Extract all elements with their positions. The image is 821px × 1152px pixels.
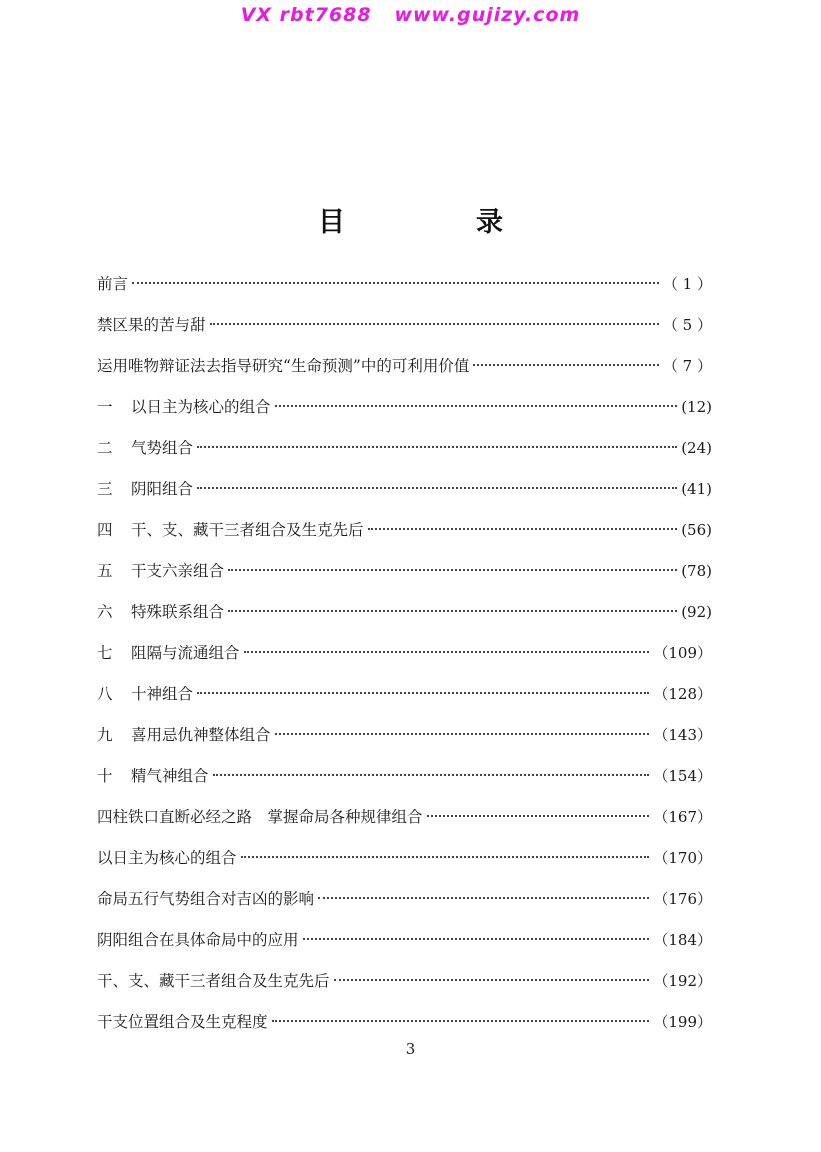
toc-entry-page: (78)	[681, 562, 712, 580]
toc-chapter-number: 三	[97, 480, 113, 498]
toc-leader-dots	[318, 897, 649, 899]
toc-entry-title: 气势组合	[131, 439, 194, 457]
watermark-text: VX rbt7688 www.gujizy.com	[240, 4, 581, 26]
page-title: 目 录	[318, 207, 555, 238]
toc-entry-page: （184）	[653, 931, 712, 949]
toc-leader-dots	[334, 979, 650, 981]
toc-entry-title: 干、支、藏干三者组合及生克先后	[131, 521, 364, 539]
toc-entry[interactable]	[97, 475, 712, 516]
toc-entry-title: 阴阳组合在具体命局中的应用	[97, 931, 299, 949]
toc-entry-page: （176）	[653, 890, 712, 908]
toc-leader-dots	[197, 487, 677, 489]
toc-entry-title: 喜用忌仇神整体组合	[131, 726, 271, 744]
toc-leader-dots	[197, 446, 677, 448]
toc-leader-dots	[197, 692, 649, 694]
toc-entry-title: 十神组合	[131, 685, 194, 703]
toc-entry-title: 干支六亲组合	[131, 562, 225, 580]
toc-entry-title: 前言	[97, 275, 129, 293]
toc-leader-dots	[275, 405, 678, 407]
toc-entry[interactable]	[97, 598, 712, 639]
toc-entry-page: （128）	[653, 685, 712, 703]
toc-entry-page: （199）	[653, 1013, 712, 1031]
toc-entry[interactable]	[97, 885, 712, 926]
toc-chapter-number: 七	[97, 644, 113, 662]
toc-entry-page: (24)	[681, 439, 712, 457]
toc-chapter-number: 六	[97, 603, 113, 621]
toc-entry[interactable]	[97, 639, 712, 680]
toc-entry-page: （167）	[653, 808, 712, 826]
toc-entry[interactable]	[97, 516, 712, 557]
toc-chapter-number: 一	[97, 398, 113, 416]
toc-leader-dots	[473, 364, 659, 366]
toc-leader-dots	[228, 610, 677, 612]
toc-chapter-number: 十	[97, 767, 113, 785]
toc-entry-page: (12)	[681, 398, 712, 416]
toc-entry-page: (92)	[681, 603, 712, 621]
toc-leader-dots	[275, 733, 650, 735]
toc-leader-dots	[427, 815, 650, 817]
toc-entry[interactable]	[97, 434, 712, 475]
toc-entry-title: 精气神组合	[131, 767, 209, 785]
toc-entry-title: 特殊联系组合	[131, 603, 225, 621]
toc-entry[interactable]	[97, 557, 712, 598]
toc-entry[interactable]	[97, 926, 712, 967]
toc-entry[interactable]	[97, 721, 712, 762]
toc-entry-title: 命局五行气势组合对吉凶的影响	[97, 890, 315, 908]
toc-entry[interactable]	[97, 311, 712, 352]
toc-entry-title: 运用唯物辩证法去指导研究“生命预测”中的可利用价值	[97, 357, 470, 375]
toc-entry-page: （170）	[653, 849, 712, 867]
toc-entry-page: (56)	[681, 521, 712, 539]
toc-entry-title: 干支位置组合及生克程度	[97, 1013, 268, 1031]
toc-entry[interactable]	[97, 762, 712, 803]
toc-entry[interactable]	[97, 844, 712, 885]
toc-entry-title: 禁区果的苦与甜	[97, 316, 206, 334]
toc-leader-dots	[368, 528, 678, 530]
toc-entry-page: (41)	[681, 480, 712, 498]
toc-leader-dots	[132, 282, 659, 284]
toc-chapter-number: 四	[97, 521, 113, 539]
toc-entry-page: （154）	[653, 767, 712, 785]
toc-leader-dots	[210, 323, 659, 325]
toc-leader-dots	[213, 774, 650, 776]
toc-leader-dots	[303, 938, 650, 940]
toc-entry[interactable]	[97, 352, 712, 393]
toc-chapter-number: 八	[97, 685, 113, 703]
toc-entry-title: 四柱铁口直断必经之路 掌握命局各种规律组合	[97, 808, 423, 826]
toc-entry-page: （192）	[653, 972, 712, 990]
toc-leader-dots	[241, 856, 650, 858]
table-of-contents	[97, 270, 712, 1049]
toc-entry[interactable]	[97, 270, 712, 311]
toc-leader-dots	[228, 569, 677, 571]
toc-entry-title: 阻隔与流通组合	[131, 644, 240, 662]
toc-entry[interactable]	[97, 967, 712, 1008]
toc-chapter-number: 五	[97, 562, 113, 580]
toc-entry[interactable]	[97, 680, 712, 721]
toc-entry-page: （ 1 ）	[662, 275, 712, 293]
toc-entry-title: 以日主为核心的组合	[97, 849, 237, 867]
toc-entry[interactable]	[97, 803, 712, 844]
toc-leader-dots	[244, 651, 650, 653]
toc-chapter-number: 九	[97, 726, 113, 744]
toc-entry-title: 以日主为核心的组合	[131, 398, 271, 416]
toc-leader-dots	[272, 1020, 650, 1022]
toc-entry-title: 干、支、藏干三者组合及生克先后	[97, 972, 330, 990]
toc-entry-page: （ 5 ）	[662, 316, 712, 334]
toc-entry-title: 阴阳组合	[131, 480, 194, 498]
toc-chapter-number: 二	[97, 439, 113, 457]
toc-entry-page: （ 7 ）	[662, 357, 712, 375]
page-number: 3	[405, 1040, 416, 1058]
toc-entry[interactable]	[97, 393, 712, 434]
toc-entry-page: （143）	[653, 726, 712, 744]
toc-entry-page: （109）	[653, 644, 712, 662]
